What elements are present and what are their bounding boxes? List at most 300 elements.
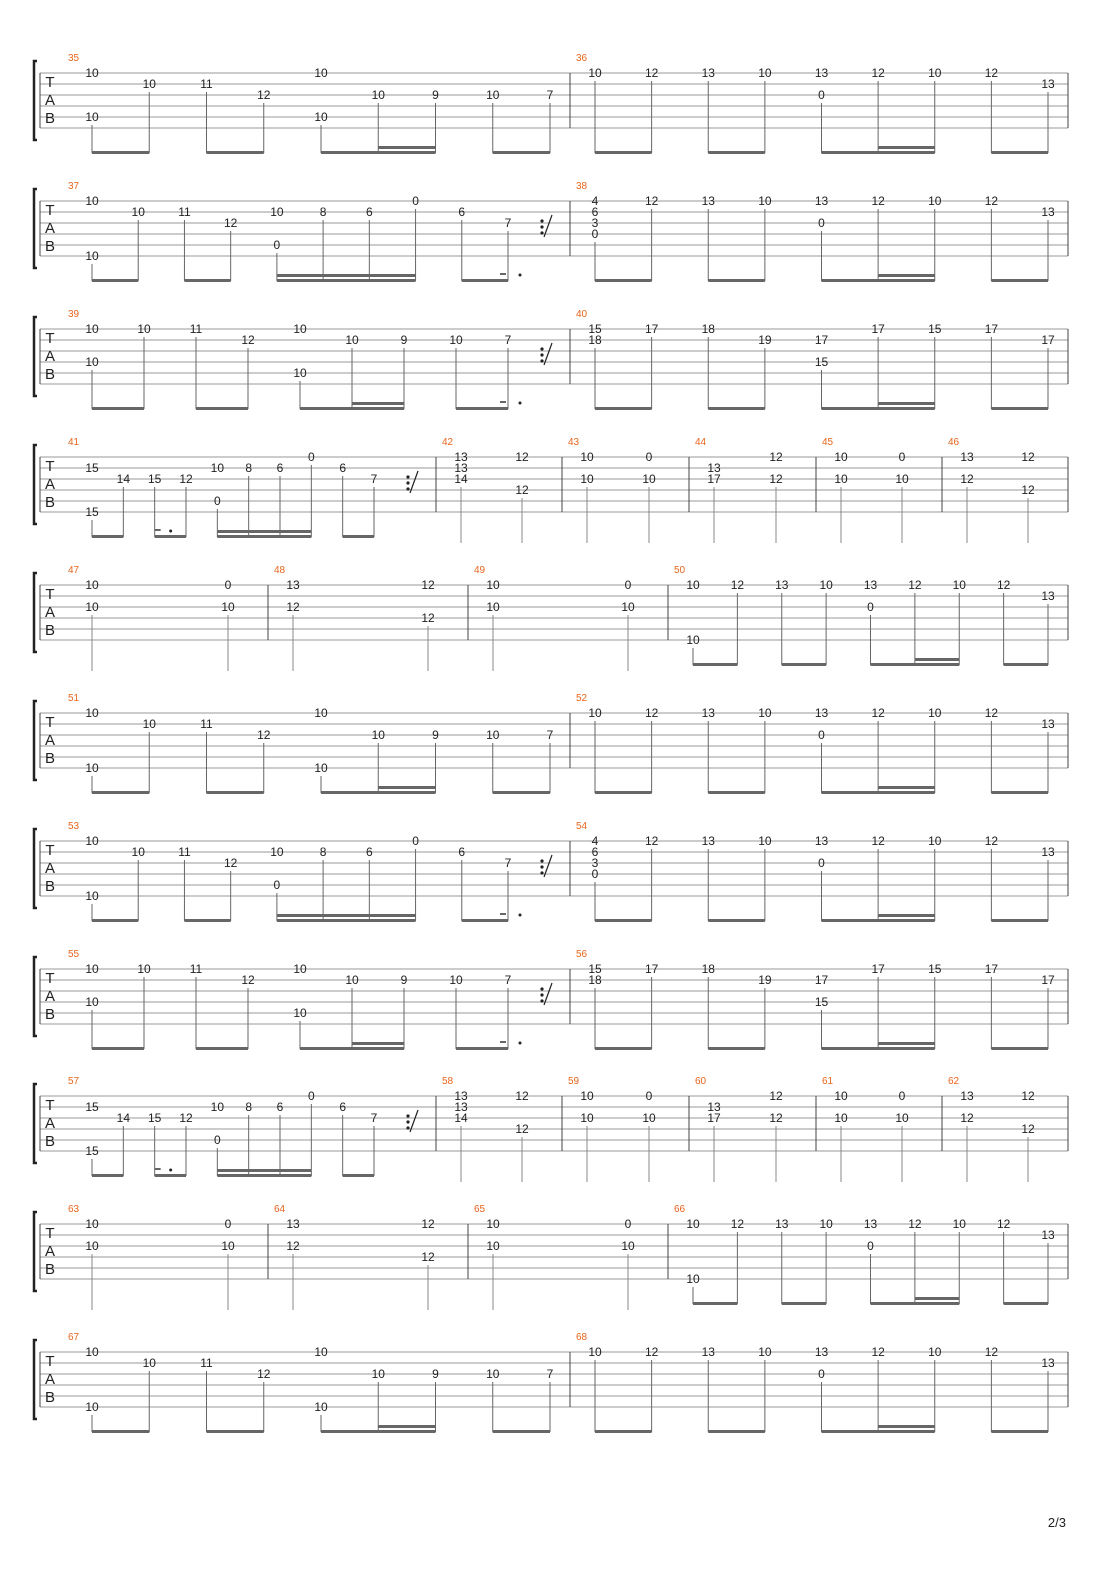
fret-number: 12 bbox=[769, 1111, 783, 1125]
tremolo-dot bbox=[540, 999, 543, 1002]
measure-number: 47 bbox=[68, 565, 80, 576]
tab-clef-letter: B bbox=[44, 110, 56, 127]
fret-number: 10 bbox=[85, 1400, 99, 1414]
fret-number: 10 bbox=[85, 600, 99, 614]
tab-clef-letter: A bbox=[44, 1243, 56, 1260]
note-beam bbox=[595, 151, 652, 154]
measure-number: 50 bbox=[674, 565, 686, 576]
fret-number: 12 bbox=[960, 1111, 974, 1125]
system-bracket bbox=[34, 1340, 37, 1419]
fret-number: 10 bbox=[371, 88, 385, 102]
fret-number: 13 bbox=[1041, 1356, 1055, 1370]
note-beam bbox=[92, 151, 149, 154]
note-beam bbox=[915, 658, 959, 661]
fret-number: 13 bbox=[960, 450, 974, 464]
fret-number: 0 bbox=[273, 238, 281, 252]
fret-number: 10 bbox=[486, 600, 500, 614]
note-beam bbox=[493, 1430, 550, 1433]
fret-number: 12 bbox=[769, 472, 783, 486]
fret-number: 10 bbox=[137, 962, 151, 976]
fret-number: 12 bbox=[421, 1250, 435, 1264]
measure-number: 46 bbox=[948, 437, 960, 448]
fret-number: 0 bbox=[591, 867, 599, 881]
note-beam bbox=[595, 279, 652, 282]
fret-number: 10 bbox=[819, 1217, 833, 1231]
fret-number: 13 bbox=[960, 1089, 974, 1103]
fret-number: 12 bbox=[871, 706, 885, 720]
fret-number: 12 bbox=[515, 450, 529, 464]
measure-number: 40 bbox=[576, 309, 588, 320]
note-beam bbox=[456, 407, 508, 410]
fret-number: 11 bbox=[178, 845, 191, 859]
measure-number: 39 bbox=[68, 309, 80, 320]
fret-number: 13 bbox=[701, 194, 715, 208]
measure-number: 42 bbox=[442, 437, 454, 448]
note-beam bbox=[878, 914, 935, 917]
fret-number: 10 bbox=[345, 333, 359, 347]
system-bracket bbox=[34, 957, 37, 1036]
fret-number: 10 bbox=[928, 66, 942, 80]
tremolo-dot bbox=[406, 1126, 409, 1129]
fret-number: 10 bbox=[85, 110, 99, 124]
note-beam bbox=[878, 1042, 935, 1045]
measure-number: 67 bbox=[68, 1332, 80, 1343]
measure-number: 68 bbox=[576, 1332, 588, 1343]
note-beam bbox=[708, 791, 765, 794]
note-beam bbox=[991, 1430, 1048, 1433]
fret-number: 9 bbox=[432, 88, 439, 102]
fret-number: 0 bbox=[818, 88, 825, 102]
fret-number: 10 bbox=[834, 1111, 848, 1125]
tremolo-dot bbox=[540, 859, 543, 862]
eighth-rest-flag bbox=[500, 1041, 506, 1043]
fret-number: 17 bbox=[1041, 973, 1055, 987]
fret-number: 12 bbox=[996, 578, 1011, 592]
fret-number: 10 bbox=[834, 472, 848, 486]
fret-number: 13 bbox=[454, 1089, 468, 1103]
fret-number: 13 bbox=[707, 1100, 721, 1114]
fret-number: 12 bbox=[871, 194, 885, 208]
note-beam bbox=[878, 402, 935, 405]
fret-number: 10 bbox=[621, 1239, 635, 1253]
fret-number: 10 bbox=[85, 355, 99, 369]
fret-number: 14 bbox=[454, 1111, 468, 1125]
tremolo-dot bbox=[406, 481, 409, 484]
note-beam bbox=[1004, 663, 1048, 666]
fret-number: 9 bbox=[400, 973, 408, 987]
fret-number: 13 bbox=[454, 1100, 468, 1114]
measure-number: 59 bbox=[568, 1076, 580, 1087]
measure-number: 55 bbox=[68, 949, 80, 960]
fret-number: 10 bbox=[270, 205, 284, 219]
note-beam bbox=[92, 919, 138, 922]
tab-clef-letter: B bbox=[44, 1389, 56, 1406]
note-beam bbox=[595, 1047, 652, 1050]
tab-clef-letter: T bbox=[45, 1353, 55, 1370]
fret-number: 18 bbox=[588, 333, 602, 347]
measure-number: 54 bbox=[576, 821, 588, 832]
tab-clef-letter: A bbox=[44, 1371, 56, 1388]
note-beam bbox=[92, 1047, 144, 1050]
fret-number: 15 bbox=[85, 461, 99, 475]
fret-number: 10 bbox=[952, 578, 966, 592]
note-beam bbox=[871, 1302, 960, 1305]
note-beam bbox=[184, 919, 230, 922]
fret-number: 7 bbox=[504, 216, 512, 230]
tab-clef-letter: T bbox=[45, 1225, 55, 1242]
fret-number: 10 bbox=[642, 472, 656, 486]
tab-clef-letter: B bbox=[44, 750, 56, 767]
note-beam bbox=[217, 535, 311, 538]
note-beam bbox=[595, 1430, 652, 1433]
note-beam bbox=[595, 407, 652, 410]
dot-mark bbox=[519, 914, 522, 917]
fret-number: 12 bbox=[179, 472, 193, 486]
fret-number: 10 bbox=[819, 578, 833, 592]
tab-clef-letter: T bbox=[45, 842, 55, 859]
fret-number: 19 bbox=[758, 333, 772, 347]
fret-number: 12 bbox=[984, 194, 999, 208]
fret-number: 17 bbox=[984, 322, 999, 336]
dot-mark bbox=[519, 402, 522, 405]
fret-number: 10 bbox=[371, 1367, 385, 1381]
measure-number: 58 bbox=[442, 1076, 454, 1087]
fret-number: 10 bbox=[834, 1089, 848, 1103]
fret-number: 10 bbox=[642, 1111, 656, 1125]
tremolo-dot bbox=[540, 865, 543, 868]
fret-number: 13 bbox=[286, 578, 300, 592]
measure-number: 37 bbox=[68, 181, 80, 192]
fret-number: 10 bbox=[486, 1367, 500, 1381]
fret-number: 10 bbox=[834, 450, 848, 464]
note-beam bbox=[493, 151, 550, 154]
fret-number: 17 bbox=[644, 962, 659, 976]
fret-number: 19 bbox=[758, 973, 772, 987]
fret-number: 17 bbox=[1041, 333, 1055, 347]
note-beam bbox=[693, 663, 737, 666]
measure-number: 51 bbox=[68, 693, 80, 704]
note-beam bbox=[878, 146, 935, 149]
fret-number: 10 bbox=[580, 472, 594, 486]
fret-number: 12 bbox=[257, 1367, 271, 1381]
note-beam bbox=[378, 786, 435, 789]
note-beam bbox=[352, 402, 404, 405]
fret-number: 15 bbox=[85, 505, 99, 519]
tab-clef-letter: T bbox=[45, 586, 55, 603]
fret-number: 10 bbox=[621, 600, 635, 614]
fret-number: 6 bbox=[365, 205, 373, 219]
fret-number: 13 bbox=[775, 1217, 789, 1231]
dot-mark bbox=[169, 530, 172, 533]
tab-clef-letter: A bbox=[44, 604, 56, 621]
fret-number: 12 bbox=[984, 834, 999, 848]
fret-number: 13 bbox=[701, 66, 715, 80]
fret-number: 10 bbox=[142, 717, 156, 731]
fret-number: 6 bbox=[365, 845, 373, 859]
fret-number: 18 bbox=[701, 322, 715, 336]
fret-number: 13 bbox=[814, 66, 829, 80]
tab-clef-letter: T bbox=[45, 458, 55, 475]
fret-number: 12 bbox=[769, 1089, 783, 1103]
fret-number: 10 bbox=[686, 633, 700, 647]
fret-number: 10 bbox=[580, 1089, 594, 1103]
fret-number: 0 bbox=[898, 450, 906, 464]
fret-number: 10 bbox=[580, 450, 594, 464]
tremolo-dot bbox=[540, 231, 543, 234]
tab-clef-letter: T bbox=[45, 74, 55, 91]
fret-number: 3 bbox=[591, 216, 599, 230]
fret-number: 12 bbox=[1021, 1122, 1035, 1136]
fret-number: 6 bbox=[339, 461, 347, 475]
fret-number: 13 bbox=[814, 834, 829, 848]
fret-number: 10 bbox=[758, 194, 772, 208]
measure-number: 53 bbox=[68, 821, 80, 832]
fret-number: 14 bbox=[116, 472, 131, 486]
fret-number: 0 bbox=[645, 1089, 653, 1103]
fret-number: 10 bbox=[85, 761, 99, 775]
note-beam bbox=[822, 1047, 935, 1050]
fret-number: 10 bbox=[371, 728, 385, 742]
fret-number: 11 bbox=[200, 717, 213, 731]
note-beam bbox=[378, 146, 435, 149]
fret-number: 11 bbox=[178, 205, 191, 219]
fret-number: 17 bbox=[984, 962, 999, 976]
measure-number: 35 bbox=[68, 53, 80, 64]
note-beam bbox=[991, 791, 1048, 794]
fret-number: 0 bbox=[224, 578, 232, 592]
fret-number: 10 bbox=[928, 706, 942, 720]
measure-number: 49 bbox=[474, 565, 486, 576]
tremolo-dot bbox=[540, 871, 543, 874]
fret-number: 10 bbox=[85, 1217, 99, 1231]
note-beam bbox=[595, 919, 652, 922]
note-beam bbox=[878, 274, 935, 277]
fret-number: 8 bbox=[319, 205, 327, 219]
measure-number: 62 bbox=[948, 1076, 960, 1087]
fret-number: 10 bbox=[85, 194, 99, 208]
note-beam bbox=[300, 407, 404, 410]
fret-number: 8 bbox=[245, 461, 253, 475]
note-beam bbox=[352, 1042, 404, 1045]
tab-clef-letter: T bbox=[45, 1097, 55, 1114]
fret-number: 13 bbox=[863, 1217, 878, 1231]
fret-number: 10 bbox=[131, 845, 145, 859]
fret-number: 12 bbox=[241, 973, 255, 987]
measure-number: 57 bbox=[68, 1076, 80, 1087]
note-beam bbox=[693, 1302, 737, 1305]
fret-number: 7 bbox=[504, 856, 512, 870]
note-beam bbox=[1004, 1302, 1048, 1305]
fret-number: 10 bbox=[221, 600, 235, 614]
fret-number: 10 bbox=[270, 845, 284, 859]
fret-number: 10 bbox=[293, 322, 307, 336]
fret-number: 17 bbox=[871, 322, 885, 336]
fret-number: 0 bbox=[818, 856, 825, 870]
note-beam bbox=[217, 1169, 311, 1172]
measure-number: 43 bbox=[568, 437, 580, 448]
note-beam bbox=[462, 279, 508, 282]
fret-number: 6 bbox=[276, 461, 284, 475]
note-beam bbox=[196, 1047, 248, 1050]
fret-number: 12 bbox=[241, 333, 255, 347]
tab-clef-letter: T bbox=[45, 202, 55, 219]
fret-number: 10 bbox=[758, 706, 772, 720]
measure-number: 63 bbox=[68, 1204, 80, 1215]
measure-number: 41 bbox=[68, 437, 80, 448]
fret-number: 13 bbox=[454, 450, 468, 464]
fret-number: 0 bbox=[412, 834, 419, 848]
fret-number: 12 bbox=[515, 1122, 529, 1136]
fret-number: 6 bbox=[458, 845, 466, 859]
fret-number: 12 bbox=[644, 194, 659, 208]
fret-number: 7 bbox=[370, 1111, 378, 1125]
measure-number: 56 bbox=[576, 949, 588, 960]
tremolo-dot bbox=[540, 219, 543, 222]
note-beam bbox=[155, 535, 186, 538]
fret-number: 13 bbox=[1041, 1228, 1055, 1242]
note-beam bbox=[822, 151, 935, 154]
note-beam bbox=[155, 1174, 186, 1177]
note-beam bbox=[708, 151, 765, 154]
fret-number: 11 bbox=[189, 962, 203, 976]
measure-number: 60 bbox=[695, 1076, 707, 1087]
fret-number: 10 bbox=[314, 761, 328, 775]
fret-number: 17 bbox=[707, 472, 721, 486]
fret-number: 10 bbox=[85, 1239, 99, 1253]
note-beam bbox=[915, 1297, 959, 1300]
fret-number: 12 bbox=[769, 450, 783, 464]
note-beam bbox=[878, 786, 935, 789]
fret-number: 12 bbox=[1021, 450, 1035, 464]
note-beam bbox=[871, 663, 960, 666]
fret-number: 10 bbox=[293, 962, 307, 976]
fret-number: 15 bbox=[928, 322, 942, 336]
eighth-rest-flag bbox=[500, 401, 506, 403]
fret-number: 10 bbox=[449, 333, 463, 347]
fret-number: 12 bbox=[871, 1345, 885, 1359]
note-beam bbox=[708, 1047, 765, 1050]
fret-number: 0 bbox=[213, 1133, 221, 1147]
note-beam bbox=[184, 279, 230, 282]
fret-number: 10 bbox=[486, 578, 500, 592]
measure-number: 44 bbox=[695, 437, 707, 448]
tab-clef-letter: A bbox=[44, 476, 56, 493]
tab-clef-letter: A bbox=[44, 220, 56, 237]
note-beam bbox=[991, 279, 1048, 282]
system-bracket bbox=[34, 1084, 37, 1163]
fret-number: 10 bbox=[85, 249, 99, 263]
fret-number: 13 bbox=[814, 706, 829, 720]
fret-number: 17 bbox=[814, 973, 829, 987]
fret-number: 13 bbox=[775, 578, 789, 592]
note-beam bbox=[462, 919, 508, 922]
fret-number: 10 bbox=[85, 322, 99, 336]
fret-number: 0 bbox=[645, 450, 653, 464]
fret-number: 10 bbox=[895, 1111, 909, 1125]
tab-clef-letter: A bbox=[44, 988, 56, 1005]
tab-clef-letter: B bbox=[44, 878, 56, 895]
fret-number: 0 bbox=[624, 1217, 632, 1231]
fret-number: 10 bbox=[85, 706, 99, 720]
note-beam bbox=[217, 530, 311, 533]
fret-number: 0 bbox=[224, 1217, 232, 1231]
fret-number: 8 bbox=[319, 845, 327, 859]
fret-number: 10 bbox=[758, 66, 772, 80]
tremolo-dot bbox=[540, 225, 543, 228]
note-beam bbox=[595, 791, 652, 794]
fret-number: 15 bbox=[928, 962, 942, 976]
fret-number: 10 bbox=[686, 578, 700, 592]
fret-number: 6 bbox=[458, 205, 466, 219]
fret-number: 10 bbox=[85, 66, 99, 80]
fret-number: 10 bbox=[314, 706, 328, 720]
note-beam bbox=[822, 791, 935, 794]
fret-number: 10 bbox=[588, 66, 602, 80]
tab-clef-letter: B bbox=[44, 1006, 56, 1023]
fret-number: 12 bbox=[421, 578, 435, 592]
note-beam bbox=[92, 535, 123, 538]
fret-number: 10 bbox=[486, 728, 500, 742]
fret-number: 13 bbox=[1041, 205, 1055, 219]
fret-number: 13 bbox=[1041, 589, 1055, 603]
dot-mark bbox=[519, 274, 522, 277]
fret-number: 10 bbox=[137, 322, 151, 336]
fret-number: 10 bbox=[686, 1272, 700, 1286]
tremolo-dot bbox=[540, 353, 543, 356]
note-beam bbox=[782, 1302, 826, 1305]
note-beam bbox=[708, 919, 765, 922]
tab-clef-letter: A bbox=[44, 348, 56, 365]
fret-number: 12 bbox=[421, 1217, 435, 1231]
fret-number: 12 bbox=[984, 706, 999, 720]
fret-number: 10 bbox=[588, 1345, 602, 1359]
note-beam bbox=[493, 791, 550, 794]
fret-number: 7 bbox=[546, 728, 554, 742]
note-beam bbox=[343, 1174, 374, 1177]
fret-number: 0 bbox=[898, 1089, 906, 1103]
tab-clef-letter: B bbox=[44, 1133, 56, 1150]
system-bracket bbox=[34, 701, 37, 780]
measure-number: 38 bbox=[576, 181, 588, 192]
tab-clef-letter: B bbox=[44, 1261, 56, 1278]
fret-number: 7 bbox=[504, 973, 512, 987]
fret-number: 3 bbox=[591, 856, 599, 870]
measure-number: 52 bbox=[576, 693, 588, 704]
fret-number: 10 bbox=[952, 1217, 966, 1231]
note-beam bbox=[92, 791, 149, 794]
fret-number: 10 bbox=[928, 834, 942, 848]
fret-number: 11 bbox=[200, 1356, 213, 1370]
fret-number: 12 bbox=[730, 1217, 745, 1231]
fret-number: 13 bbox=[1041, 717, 1055, 731]
fret-number: 17 bbox=[644, 322, 659, 336]
tab-clef-letter: T bbox=[45, 714, 55, 731]
note-beam bbox=[991, 1047, 1048, 1050]
fret-number: 12 bbox=[871, 834, 885, 848]
fret-number: 4 bbox=[591, 194, 599, 208]
fret-number: 13 bbox=[701, 706, 715, 720]
fret-number: 10 bbox=[486, 88, 500, 102]
fret-number: 13 bbox=[814, 194, 829, 208]
fret-number: 10 bbox=[686, 1217, 700, 1231]
fret-number: 7 bbox=[504, 333, 512, 347]
fret-number: 10 bbox=[758, 834, 772, 848]
fret-number: 6 bbox=[339, 1100, 347, 1114]
note-beam bbox=[708, 279, 765, 282]
note-beam bbox=[92, 279, 138, 282]
fret-number: 12 bbox=[984, 66, 999, 80]
tab-clef-letter: B bbox=[44, 622, 56, 639]
